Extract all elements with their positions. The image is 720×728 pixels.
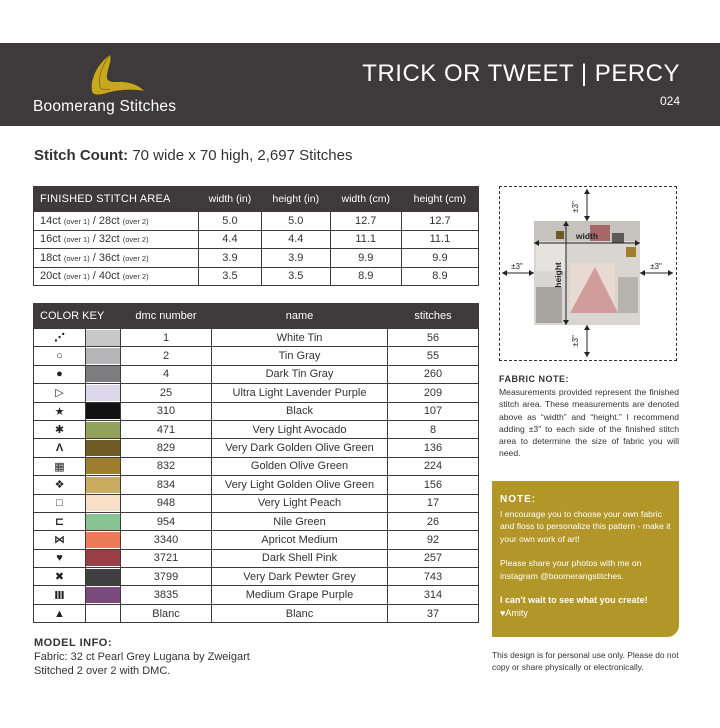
header-color-key: COLOR KEY — [34, 304, 121, 329]
size-table-header — [34, 187, 479, 212]
width-in-cell: 4.4 — [199, 230, 262, 249]
note-paragraph-1: I encourage you to choose your own fabric and floss to personalize this pattern - make it your own work of art! — [500, 508, 671, 544]
dmc-number-cell: 2 — [121, 347, 212, 365]
bars-icon: Ⅲ — [34, 586, 86, 604]
color-name-cell: Golden Olive Green — [212, 457, 388, 475]
stitches-cell: 209 — [388, 384, 479, 402]
dmc-number-cell: 3799 — [121, 568, 212, 586]
boomerang-logo-icon — [88, 51, 146, 97]
height-cm-cell: 11.1 — [401, 230, 478, 249]
filled-circle-icon: ● — [34, 365, 86, 383]
color-swatch — [86, 439, 121, 457]
over-2-note: (over 2) — [122, 272, 149, 282]
grid-icon: ▦ — [34, 457, 86, 475]
color-swatch — [86, 604, 121, 622]
asterisk-icon: ✱ — [34, 420, 86, 438]
color-name-cell: Ultra Light Lavender Purple — [212, 384, 388, 402]
fabric-note-text: Measurements provided represent the finished stitch area. These measurements are denoted above as “width” and “height.” I recommend adding ±3" to each side of the finished stitch area to determine the size of fabric you will need. — [499, 387, 679, 459]
size-table-row — [34, 212, 479, 231]
fabric-diagram-graphic — [500, 187, 675, 359]
fabric-size-diagram — [499, 186, 677, 361]
color-key-row — [34, 568, 479, 586]
over-2-note: (over 2) — [122, 216, 149, 226]
triangle-up-icon: ▲ — [34, 604, 86, 622]
color-name-cell: Nile Green — [212, 512, 388, 530]
stitches-cell: 26 — [388, 512, 479, 530]
fabric-note-title: FABRIC NOTE: — [499, 374, 569, 384]
color-key-row — [34, 476, 479, 494]
color-swatch — [86, 494, 121, 512]
header-height-in: height (in) — [261, 187, 330, 212]
stitches-cell: 8 — [388, 420, 479, 438]
color-key-row — [34, 439, 479, 457]
caret-icon: Λ — [34, 439, 86, 457]
color-key-row — [34, 549, 479, 567]
height-in-cell: 5.0 — [261, 212, 330, 231]
color-name-cell: Black — [212, 402, 388, 420]
dmc-number-cell: 829 — [121, 439, 212, 457]
color-swatch — [86, 365, 121, 383]
color-name-cell: Very Light Peach — [212, 494, 388, 512]
bracket-icon: ⊏ — [34, 512, 86, 530]
over-2-note: (over 2) — [122, 235, 149, 245]
stitches-cell: 156 — [388, 476, 479, 494]
pattern-number: 024 — [659, 94, 680, 108]
count-separator: / — [92, 251, 96, 264]
color-swatch — [86, 457, 121, 475]
bowtie-icon: ⋈ — [34, 531, 86, 549]
star-icon: ★ — [34, 402, 86, 420]
over-1-note: (over 1) — [63, 235, 90, 245]
color-name-cell: Very Light Avocado — [212, 420, 388, 438]
color-name-cell: Very Dark Pewter Grey — [212, 568, 388, 586]
stitches-cell: 224 — [388, 457, 479, 475]
color-name-cell: Apricot Medium — [212, 531, 388, 549]
color-swatch — [86, 329, 121, 347]
count-separator: / — [92, 233, 96, 246]
count-over-2: 28ct — [98, 214, 120, 227]
color-key-row — [34, 365, 479, 383]
dmc-number-cell: 4 — [121, 365, 212, 383]
fabric-count-cell — [34, 267, 199, 286]
stitches-cell: 55 — [388, 347, 479, 365]
width-label: width — [575, 231, 599, 241]
count-over-1: 16ct — [40, 233, 61, 246]
width-cm-cell: 12.7 — [330, 212, 401, 231]
width-cm-cell: 9.9 — [330, 249, 401, 268]
note-signature: ♥Amity — [500, 607, 528, 618]
dmc-number-cell: 471 — [121, 420, 212, 438]
color-key-row — [34, 347, 479, 365]
top-margin-label: ±3" — [571, 201, 580, 213]
right-margin-label: ±3" — [650, 262, 662, 271]
color-name-cell: White Tin — [212, 329, 388, 347]
header-width-cm: width (cm) — [330, 187, 401, 212]
color-name-cell: Medium Grape Purple — [212, 586, 388, 604]
size-table-row — [34, 267, 479, 286]
model-info-title: MODEL INFO: — [34, 637, 113, 649]
brand-name: Boomerang Stitches — [33, 98, 177, 115]
stitches-cell: 92 — [388, 531, 479, 549]
fabric-count-cell — [34, 230, 199, 249]
color-key-row — [34, 329, 479, 347]
count-over-2: 36ct — [98, 251, 120, 264]
stitches-cell: 17 — [388, 494, 479, 512]
width-in-cell: 5.0 — [199, 212, 262, 231]
dmc-number-cell: 1 — [121, 329, 212, 347]
dots-icon: ⋰ — [34, 329, 86, 347]
height-in-cell: 4.4 — [261, 230, 330, 249]
count-over-1: 18ct — [40, 251, 61, 264]
color-name-cell: Very Light Golden Olive Green — [212, 476, 388, 494]
dmc-number-cell: 3835 — [121, 586, 212, 604]
color-name-cell: Blanc — [212, 604, 388, 622]
color-swatch — [86, 568, 121, 586]
finished-stitch-area-table — [33, 186, 479, 286]
color-key-row — [34, 586, 479, 604]
color-name-cell: Very Dark Golden Olive Green — [212, 439, 388, 457]
color-swatch — [86, 549, 121, 567]
over-2-note: (over 2) — [122, 253, 149, 263]
count-over-2: 40ct — [98, 270, 120, 283]
bottom-margin-label: ±3" — [571, 335, 580, 347]
color-key-row — [34, 512, 479, 530]
circle-icon: ○ — [34, 347, 86, 365]
stitch-count-value: 70 wide x 70 high, 2,697 Stitches — [132, 147, 353, 164]
width-cm-cell: 8.9 — [330, 267, 401, 286]
color-name-cell: Dark Shell Pink — [212, 549, 388, 567]
model-info-fabric: Fabric: 32 ct Pearl Grey Lugana by Zweigart — [34, 651, 250, 663]
height-in-cell: 3.5 — [261, 267, 330, 286]
over-1-note: (over 1) — [63, 253, 90, 263]
dmc-number-cell: 3340 — [121, 531, 212, 549]
stitch-count-label: Stitch Count: — [34, 147, 129, 164]
note-paragraph-2: Please share your photos with me on instagram @boomerangstitches. — [500, 558, 642, 581]
header-height-cm: height (cm) — [401, 187, 478, 212]
triangle-right-icon: ▷ — [34, 384, 86, 402]
color-key-row — [34, 494, 479, 512]
dmc-number-cell: Blanc — [121, 604, 212, 622]
diamond-dots-icon: ❖ — [34, 476, 86, 494]
color-swatch — [86, 347, 121, 365]
fabric-count-cell — [34, 212, 199, 231]
color-swatch — [86, 476, 121, 494]
color-key-row — [34, 384, 479, 402]
height-label: height — [553, 262, 563, 288]
color-key-table — [33, 303, 479, 623]
color-key-row — [34, 420, 479, 438]
stitches-cell: 260 — [388, 365, 479, 383]
color-swatch — [86, 586, 121, 604]
header-dmc-number: dmc number — [121, 304, 212, 329]
header-finished-stitch-area: FINISHED STITCH AREA — [34, 187, 199, 212]
header-name: name — [212, 304, 388, 329]
height-in-cell: 3.9 — [261, 249, 330, 268]
left-margin-label: ±3" — [511, 262, 523, 271]
stitches-cell: 136 — [388, 439, 479, 457]
count-separator: / — [92, 214, 96, 227]
stitches-cell: 743 — [388, 568, 479, 586]
count-over-1: 20ct — [40, 270, 61, 283]
color-swatch — [86, 420, 121, 438]
fabric-count-cell — [34, 249, 199, 268]
header-stitches: stitches — [388, 304, 479, 329]
heart-icon: ♥ — [34, 549, 86, 567]
fabric-note — [499, 373, 679, 459]
color-key-row — [34, 531, 479, 549]
size-table-row — [34, 230, 479, 249]
stitches-cell: 257 — [388, 549, 479, 567]
model-info — [34, 636, 250, 678]
square-icon: □ — [34, 494, 86, 512]
stitches-cell: 56 — [388, 329, 479, 347]
color-swatch — [86, 384, 121, 402]
color-key-row — [34, 457, 479, 475]
note-box — [492, 481, 679, 637]
width-in-cell: 3.5 — [199, 267, 262, 286]
dmc-number-cell: 834 — [121, 476, 212, 494]
stitches-cell: 314 — [388, 586, 479, 604]
dmc-number-cell: 832 — [121, 457, 212, 475]
page-title: TRICK OR TWEET | PERCY — [362, 60, 680, 87]
stitch-count — [34, 147, 352, 164]
stitches-cell: 37 — [388, 604, 479, 622]
height-cm-cell: 12.7 — [401, 212, 478, 231]
header-width-in: width (in) — [199, 187, 262, 212]
dmc-number-cell: 954 — [121, 512, 212, 530]
dmc-number-cell: 3721 — [121, 549, 212, 567]
width-in-cell: 3.9 — [199, 249, 262, 268]
dmc-number-cell: 25 — [121, 384, 212, 402]
dmc-number-cell: 310 — [121, 402, 212, 420]
width-cm-cell: 11.1 — [330, 230, 401, 249]
color-swatch — [86, 512, 121, 530]
height-cm-cell: 9.9 — [401, 249, 478, 268]
header-banner — [0, 43, 720, 126]
color-name-cell: Dark Tin Gray — [212, 365, 388, 383]
color-name-cell: Tin Gray — [212, 347, 388, 365]
over-1-note: (over 1) — [63, 272, 90, 282]
over-1-note: (over 1) — [63, 216, 90, 226]
color-table-header — [34, 304, 479, 329]
model-info-stitched: Stitched 2 over 2 with DMC. — [34, 665, 171, 677]
stitches-cell: 107 — [388, 402, 479, 420]
dmc-number-cell: 948 — [121, 494, 212, 512]
count-over-1: 14ct — [40, 214, 61, 227]
count-over-2: 32ct — [98, 233, 120, 246]
color-key-row — [34, 402, 479, 420]
count-separator: / — [92, 270, 96, 283]
size-table-row — [34, 249, 479, 268]
color-swatch — [86, 531, 121, 549]
color-key-row — [34, 604, 479, 622]
note-title: NOTE: — [500, 494, 537, 505]
cross-icon: ✖ — [34, 568, 86, 586]
note-paragraph-3: I can't wait to see what you create! — [500, 595, 648, 605]
personal-use-notice: This design is for personal use only. Please do not copy or share physically or electronically. — [492, 650, 679, 672]
color-swatch — [86, 402, 121, 420]
height-cm-cell: 8.9 — [401, 267, 478, 286]
